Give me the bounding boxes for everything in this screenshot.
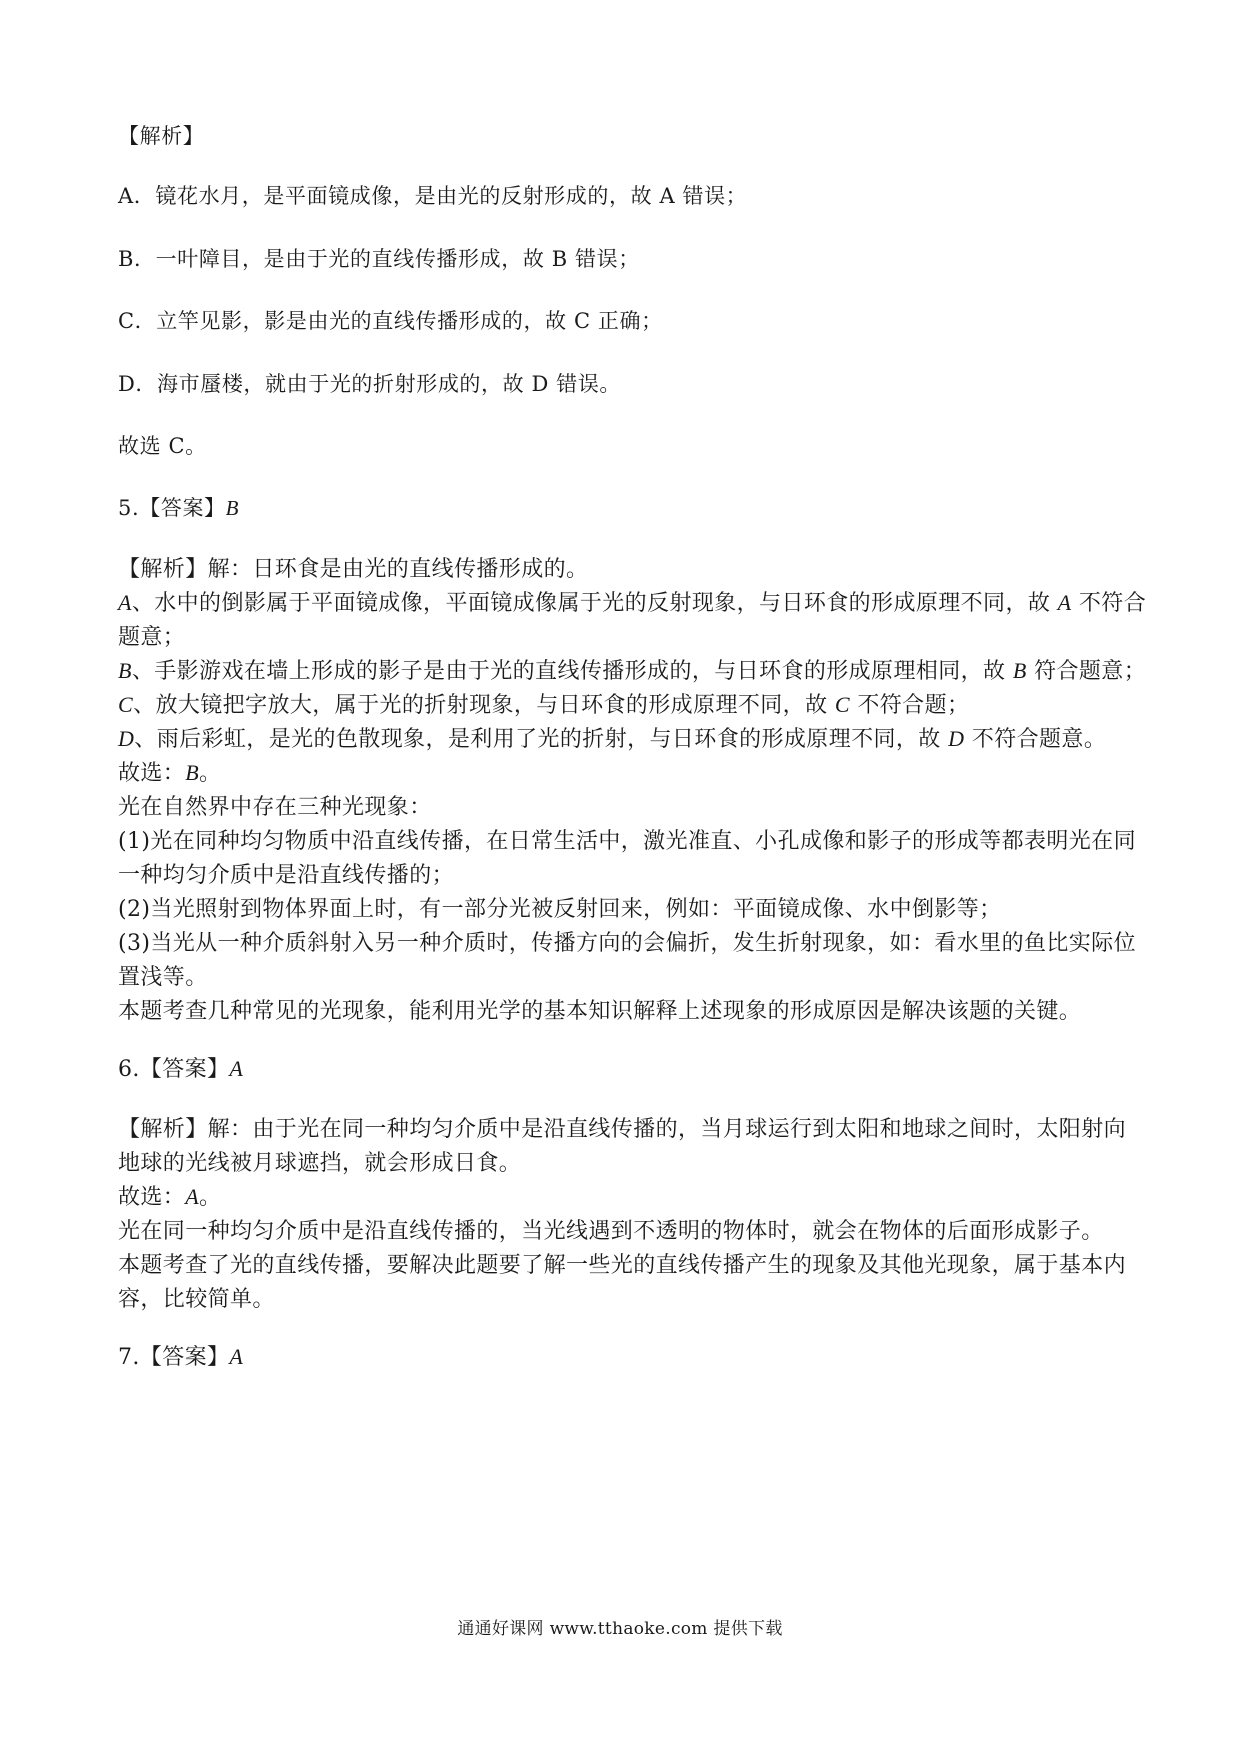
q5-option-a-cont: 题意； xyxy=(118,625,186,650)
q5-answer: B xyxy=(225,496,240,520)
q5-note-3: (3)当光从一种介质斜射入另一种介质时，传播方向的会偏折，发生折射现象，如：看水里的鱼比实际位 xyxy=(118,931,1136,956)
q5-option-c xyxy=(118,688,969,719)
q6-summary-2: 容，比较简单。 xyxy=(118,1287,275,1312)
q5-analysis-text: 解：日环食是由光的直线传播形成的。 xyxy=(207,557,589,582)
q5-number: 5. xyxy=(118,496,140,520)
q5-note-intro: 光在自然界中存在三种光现象： xyxy=(118,795,432,820)
q6-choose-suffix: 。 xyxy=(199,1185,222,1210)
q5-opt-d-tail: 不符合题意。 xyxy=(971,727,1107,752)
q5-opt-d-text: 、雨后彩虹，是光的色散现象，是利用了光的折射，与日环食的形成原理不同，故 xyxy=(134,727,941,752)
q6-answer: A xyxy=(229,1056,244,1081)
q5-option-d xyxy=(118,722,1106,753)
analysis-conclusion: 故选 C。 xyxy=(118,434,207,458)
q6-summary-1: 本题考查了光的直线传播，要解决此题要了解一些光的直线传播产生的现象及其他光现象，属于基本内 xyxy=(118,1253,1127,1278)
analysis-item-d: D．海市蜃楼，就由于光的折射形成的，故 D 错误。 xyxy=(118,372,622,396)
q7-answer: A xyxy=(229,1344,244,1369)
q7-number: 7. xyxy=(118,1345,140,1370)
q6-analysis-line-2: 地球的光线被月球遮挡，就会形成日食。 xyxy=(118,1151,522,1176)
q5-note-3-cont: 置浅等。 xyxy=(118,965,208,990)
q6-answer-label: 【答案】 xyxy=(139,1057,230,1082)
q5-opt-d-letter: D xyxy=(118,726,135,751)
q5-option-a xyxy=(118,586,1146,617)
q5-note-1-cont: 一种均匀介质中是沿直线传播的； xyxy=(118,863,455,888)
q5-answer-label: 【答案】 xyxy=(139,496,226,520)
q5-choose xyxy=(118,756,221,787)
q5-note-1: (1)光在同种均匀物质中沿直线传播，在日常生活中，激光准直、小孔成像和影子的形成等都表明光在同 xyxy=(118,829,1136,854)
q5-analysis-intro xyxy=(118,552,588,583)
q5-opt-b-tail: 符合题意； xyxy=(1034,659,1147,684)
q5-answer-line xyxy=(118,492,239,522)
q6-choose xyxy=(118,1180,221,1211)
q6-note: 光在同一种均匀介质中是沿直线传播的，当光线遇到不透明的物体时，就会在物体的后面形成影子。 xyxy=(118,1219,1104,1244)
q5-opt-d-letter2: D xyxy=(948,726,965,751)
q5-opt-b-text: 、手影游戏在墙上形成的影子是由于光的直线传播形成的，与日环食的形成原理相同，故 xyxy=(131,659,1006,684)
q5-analysis-label: 【解析】 xyxy=(118,557,208,582)
q5-choose-suffix: 。 xyxy=(199,761,222,786)
q5-option-b xyxy=(118,654,1146,685)
q6-analysis-text-1: 解：由于光在同一种均匀介质中是沿直线传播的，当月球运行到太阳和地球之间时，太阳射向 xyxy=(207,1117,1127,1142)
q5-choose-letter: B xyxy=(185,760,200,785)
q5-opt-b-letter2: B xyxy=(1012,658,1027,683)
q5-opt-b-letter: B xyxy=(118,658,132,683)
q5-note-2: (2)当光照射到物体界面上时，有一部分光被反射回来，例如：平面镜成像、水中倒影等； xyxy=(118,897,1002,922)
q5-opt-c-text: 、放大镜把字放大，属于光的折射现象，与日环食的形成原理不同，故 xyxy=(133,693,828,718)
q6-choose-letter: A xyxy=(185,1184,200,1209)
q6-analysis-label: 【解析】 xyxy=(118,1117,208,1142)
q6-answer-line xyxy=(118,1052,243,1083)
q5-opt-c-letter: C xyxy=(118,692,134,717)
q7-answer-line xyxy=(118,1340,243,1371)
q5-opt-a-letter: A xyxy=(118,590,132,615)
q7-answer-label: 【答案】 xyxy=(139,1345,230,1370)
q5-opt-c-tail: 不符合题； xyxy=(857,693,970,718)
analysis-item-b: B．一叶障目，是由于光的直线传播形成，故 B 错误； xyxy=(118,247,640,271)
analysis-heading: 【解析】 xyxy=(118,124,205,148)
q5-opt-a-letter2: A xyxy=(1057,590,1072,615)
q6-number: 6. xyxy=(118,1057,140,1082)
q5-choose-prefix: 故选： xyxy=(118,761,186,786)
q6-choose-prefix: 故选： xyxy=(118,1185,186,1210)
analysis-item-a: A．镜花水月，是平面镜成像，是由光的反射形成的，故 A 错误； xyxy=(118,184,748,208)
page-footer: 通通好课网 www.tthaoke.com 提供下载 xyxy=(457,1619,783,1639)
q5-opt-a-text: 、水中的倒影属于平面镜成像，平面镜成像属于光的反射现象，与日环食的形成原理不同，故 xyxy=(131,591,1051,616)
q6-analysis-line-1 xyxy=(118,1112,1126,1143)
analysis-item-c: C．立竿见影，影是由光的直线传播形成的，故 C 正确； xyxy=(118,309,663,333)
q5-summary: 本题考查几种常见的光现象，能利用光学的基本知识解释上述现象的形成原因是解决该题的关键。 xyxy=(118,999,1082,1024)
q5-opt-a-tail: 不符合 xyxy=(1078,591,1147,616)
q5-opt-c-letter2: C xyxy=(834,692,850,717)
